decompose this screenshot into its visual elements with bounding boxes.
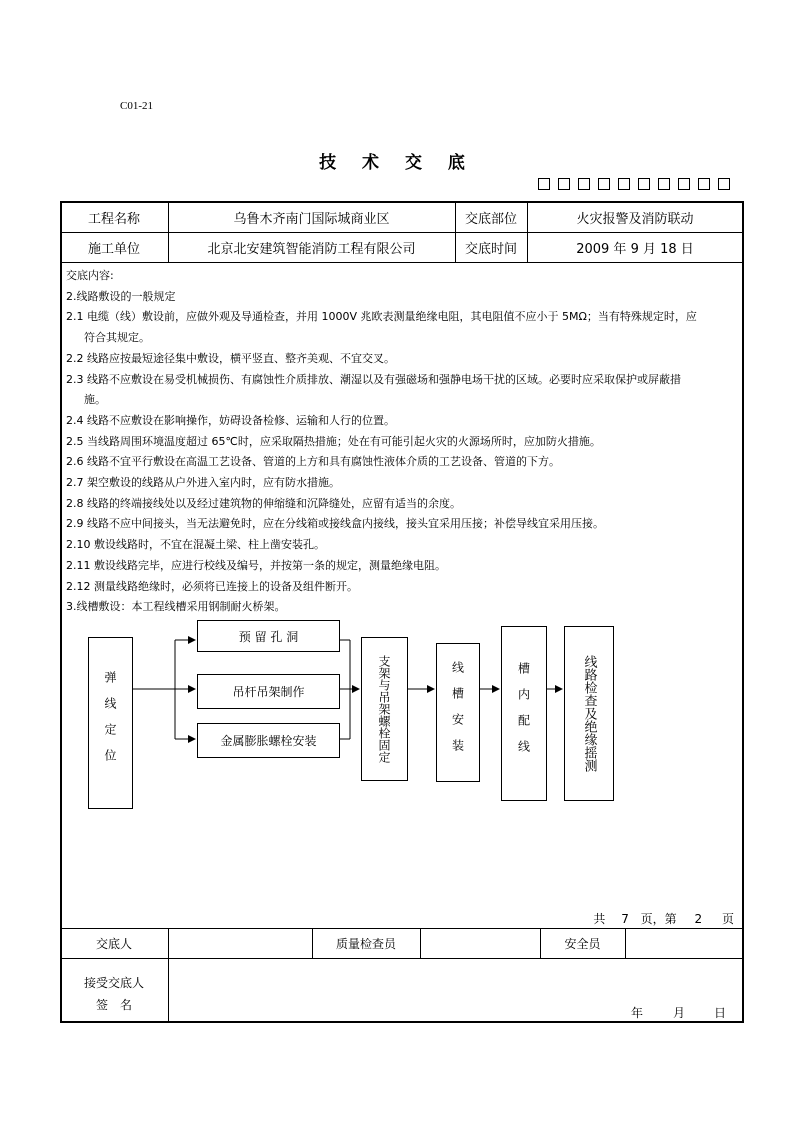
document-title: 技 术 交 底	[319, 153, 475, 173]
time-value: 2009 年 9 月 18 日	[576, 242, 694, 257]
content-line: 2.11 敷设线路完毕，应进行校线及编号，并按第一条的规定，测量绝缘电阻。	[66, 558, 446, 572]
part-value: 火灾报警及消防联动	[576, 211, 694, 227]
flow-branch-hanger	[197, 674, 340, 709]
page-total-label: 共	[593, 912, 606, 926]
page-end-label: 页	[721, 912, 734, 926]
row-divider	[60, 958, 744, 959]
page-current-label: 页，第	[640, 912, 677, 926]
qc-inspector-label: 质量检查员	[335, 937, 396, 951]
flow-step-wiring	[501, 626, 547, 801]
content-line: 2.1 电缆（线）敷设前，应做外观及导通检查，并用 1000V 兆欧表测量绝缘电阻，其电阻值不应小于 5MΩ；当有特殊规定时，应	[66, 310, 697, 324]
flow-step-marking-label: 弹线定位	[103, 671, 117, 775]
content-line: 符合其规定。	[84, 331, 150, 345]
page-total: 7	[621, 912, 629, 926]
flow-branch-hanger-label: 吊杆吊架制作	[232, 685, 305, 699]
content-line: 施。	[84, 393, 106, 407]
project-name-label: 工程名称	[87, 211, 140, 227]
content-line: 2.2 线路应按最短途径集中敷设，横平竖直、整齐美观、不宜交叉。	[66, 351, 395, 365]
unit-value: 北京北安建筑智能消防工程有限公司	[207, 242, 416, 257]
flow-step-wiring-label: 槽内配线	[516, 661, 531, 766]
flow-branch-bolts	[197, 723, 340, 758]
flow-step-marking	[88, 637, 133, 809]
flow-branch-holes-label: 预 留 孔 洞	[238, 629, 299, 644]
flow-step-testing-label: 线路检查及绝缘摇测	[581, 655, 597, 772]
receiver-label-line2: 签 名	[95, 998, 132, 1012]
content-line: 2.4 线路不应敷设在影响操作，妨碍设备检修、运输和人行的位置。	[66, 413, 395, 427]
content-line: 2.7 架空敷设的线路从户外进入室内时，应有防水措施。	[66, 476, 340, 490]
content-line: 2.12 测量线路绝缘时，必须将已连接上的设备及组件断开。	[66, 579, 358, 593]
content-line: 2.线路敷设的一般规定	[66, 289, 176, 303]
project-name-value: 乌鲁木齐南门国际城商业区	[233, 211, 390, 227]
receiver-label-line1: 接受交底人	[83, 976, 144, 990]
receiver-signature-label	[60, 972, 168, 1016]
content-line: 2.10 敷设线路时，不宜在混凝土梁、柱上凿安装孔。	[66, 538, 325, 552]
page-current: 2	[694, 912, 703, 926]
col-divider	[420, 928, 421, 958]
content-line: 2.8 线路的终端接线处以及经过建筑物的伸缩缝和沉降缝处，应留有适当的余度。	[66, 496, 461, 510]
safety-officer-label: 安全员	[564, 937, 601, 951]
flow-step-trunking-label: 线槽安装	[450, 660, 465, 765]
document-code: C01-21	[120, 100, 153, 112]
content-heading: 交底内容:	[66, 269, 114, 282]
content-line: 2.5 当线路周围环境温度超过 65℃时，应采取隔热措施；处在有可能引起火灾的火源场所时，应加防火措施。	[66, 434, 601, 448]
content-line: 2.6 线路不宜平行敷设在高温工艺设备、管道的上方和具有腐蚀性液体介质的工艺设备、管道的下方。	[66, 455, 560, 469]
flow-step-trunking	[436, 643, 480, 782]
flow-step-fixing-label: 支架与吊架螺栓固定	[377, 655, 391, 763]
time-label: 交底时间	[464, 242, 517, 257]
content-line: 2.9 线路不应中间接头，当无法避免时，应在分线箱或接线盒内接线，接头宜采用压接；补偿导线宜采用压接。	[66, 517, 604, 531]
sign-day: 日	[714, 1006, 727, 1020]
sign-month: 月	[673, 1006, 686, 1020]
flow-branch-bolts-label: 金属膨胀螺栓安装	[220, 734, 317, 748]
col-divider	[168, 928, 169, 1022]
page-number	[593, 910, 734, 927]
unit-label: 施工单位	[87, 242, 140, 257]
content-line: 2.3 线路不应敷设在易受机械损伤、有腐蚀性介质排放、潮湿以及有强磁场和强静电场干扰的区域。必要时应采取保护或屏蔽措	[66, 372, 681, 386]
flow-step-testing	[564, 626, 614, 801]
col-divider	[625, 928, 626, 958]
discloser-label: 交底人	[95, 937, 132, 951]
flow-branch-holes	[197, 620, 340, 652]
sign-year: 年	[631, 1006, 644, 1020]
flow-step-fixing	[361, 637, 408, 781]
part-label: 交底部位	[464, 211, 517, 227]
content-line: 3.线槽敷设：本工程线槽采用钢制耐火桥架。	[66, 600, 286, 614]
